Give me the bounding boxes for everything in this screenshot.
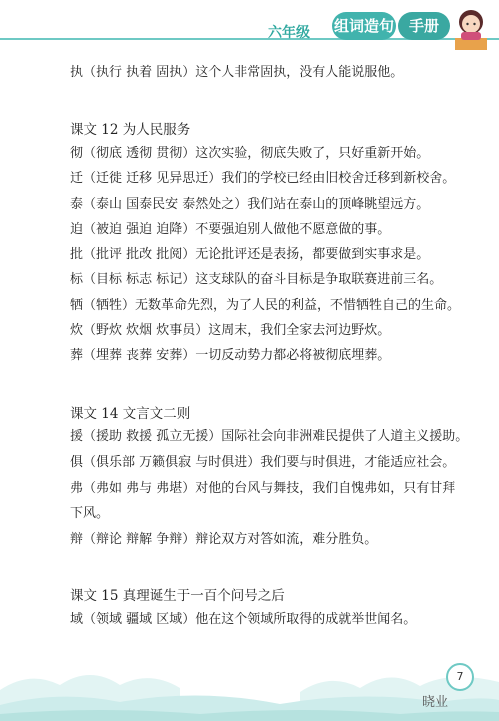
tag-word-sentence: 组词造句: [332, 12, 396, 40]
entry-line: 执（执行 执着 固执）这个人非常固执，没有人能说服他。: [70, 65, 404, 80]
entry-line: 域（领域 疆域 区域）他在这个领域所取得的成就举世闻名。: [70, 612, 417, 627]
section-heading: 课文 12 为人民服务: [70, 122, 191, 138]
entry-line: 弗（弗如 弗与 弗堪）对他的台风与舞技，我们自愧弗如，只有甘拜: [70, 481, 456, 496]
entry-line: 迁（迁徙 迁移 见异思迁）我们的学校已经由旧校舍迁移到新校舍。: [70, 171, 456, 186]
entry-line: 下风。: [70, 506, 110, 521]
page-number: 7: [446, 663, 474, 691]
grade-label: 六年级: [268, 25, 310, 41]
section-heading: 课文 15 真理诞生于一百个问号之后: [70, 588, 285, 604]
entry-line: 牺（牺牲）无数革命先烈，为了人民的利益，不惜牺牲自己的生命。: [70, 298, 461, 313]
entry-line: 炊（野炊 炊烟 炊事员）这周末，我们全家去河边野炊。: [70, 323, 391, 338]
entry-line: 泰（泰山 国泰民安 泰然处之）我们站在泰山的顶峰眺望远方。: [70, 197, 430, 212]
entry-line: 迫（被迫 强迫 迫降）不要强迫别人做他不愿意做的事。: [70, 222, 391, 237]
section-heading: 课文 14 文言文二则: [70, 406, 191, 422]
entry-line: 辩（辩论 辩解 争辩）辩论双方对答如流，难分胜负。: [70, 532, 378, 547]
entry-line: 俱（俱乐部 万籁俱寂 与时俱进）我们要与时俱进，才能适应社会。: [70, 455, 456, 470]
tag-handbook: 手册: [398, 12, 450, 40]
girl-avatar-icon: [451, 4, 491, 52]
entry-line: 批（批评 批改 批阅）无论批评还是表扬，都要做到实事求是。: [70, 247, 430, 262]
page-header: [0, 0, 499, 56]
entry-line: 彻（彻底 透彻 贯彻）这次实验，彻底失败了，只好重新开始。: [70, 146, 430, 161]
entry-line: 标（目标 标志 标记）这支球队的奋斗目标是争取联赛进前三名。: [70, 272, 443, 287]
entry-line: 援（援助 救援 孤立无援）国际社会向非洲难民提供了人道主义援助。: [70, 429, 469, 444]
entry-line: 葬（埋葬 丧葬 安葬）一切反动势力都必将被彻底埋葬。: [70, 348, 391, 363]
watermark-label: 晓业: [422, 695, 449, 710]
